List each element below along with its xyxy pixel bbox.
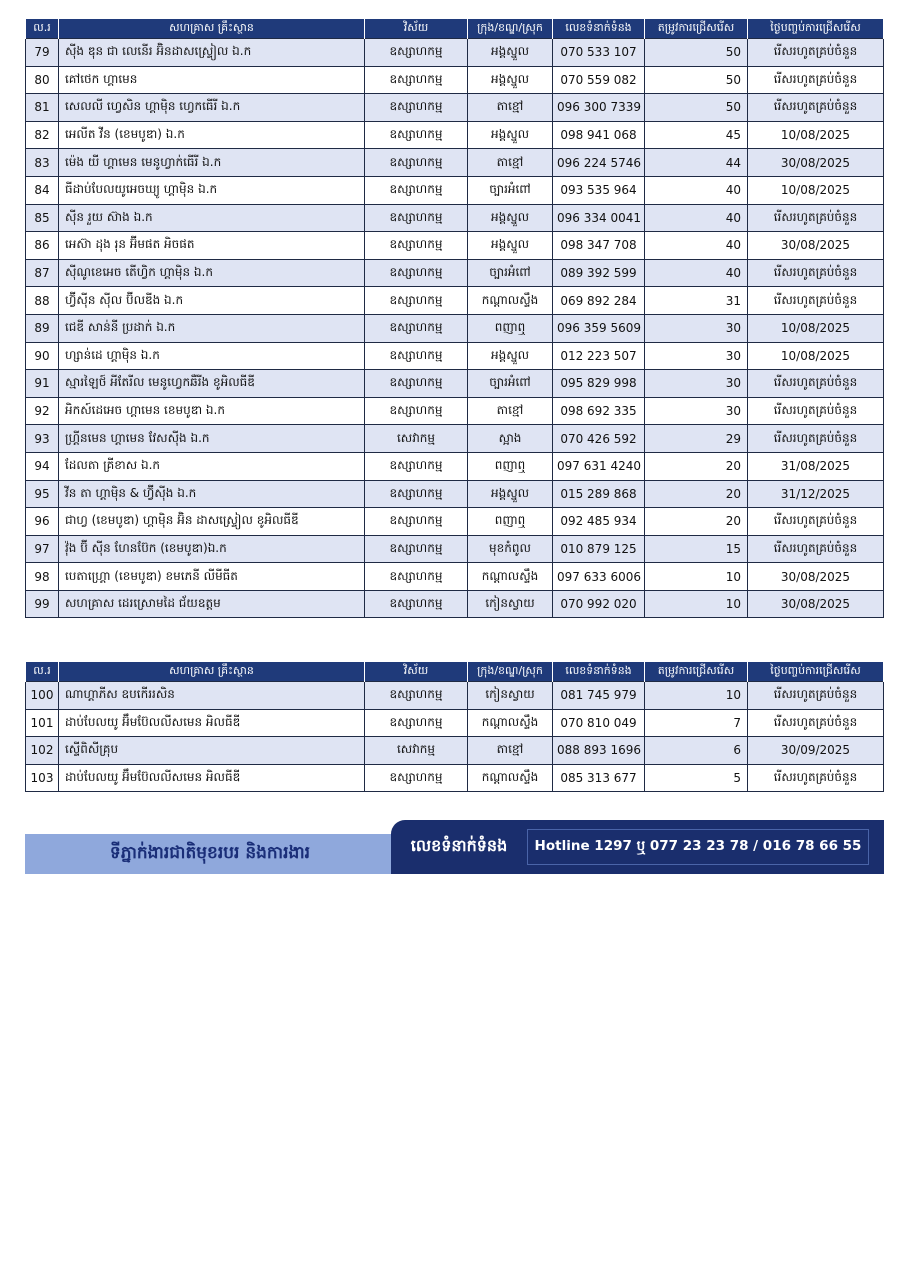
row-number: 96: [26, 508, 59, 536]
table-row: [26, 737, 884, 765]
company-name: គៅថេក ហ្គាមេន: [59, 66, 365, 94]
deadline: រើសរហូតគ្រប់ចំនួន: [748, 535, 884, 563]
company-name: បេតាហ្គ្រោ (ខេមបូឌា) ខមភេនី លីមីធីត: [59, 563, 365, 591]
table-row: [26, 425, 884, 453]
positions-needed: 30: [645, 397, 748, 425]
deadline: រើសរហូតគ្រប់ចំនួន: [748, 94, 884, 122]
positions-needed: 7: [645, 709, 748, 737]
sector: សេវាកម្ម: [365, 425, 468, 453]
table-row: [26, 287, 884, 315]
location: ច្បារអំពៅ: [468, 259, 553, 287]
company-name: វ៉ុង ប៊ី ស៊ីន ហែនប៊ែក (ខេមបូឌា)ឯ.ក: [59, 535, 365, 563]
sector: ឧស្សាហកម្ម: [365, 66, 468, 94]
row-number: 99: [26, 590, 59, 618]
location: អង្គស្នួល: [468, 232, 553, 260]
phone-number: 070 533 107: [553, 39, 645, 67]
sector: ឧស្សាហកម្ម: [365, 709, 468, 737]
phone-number: 089 392 599: [553, 259, 645, 287]
deadline: 31/12/2025: [748, 480, 884, 508]
deadline: 10/08/2025: [748, 314, 884, 342]
positions-needed: 10: [645, 682, 748, 710]
phone-number: 096 300 7339: [553, 94, 645, 122]
deadline: រើសរហូតគ្រប់ចំនួន: [748, 709, 884, 737]
contact-banner: [391, 820, 884, 874]
table-row: [26, 535, 884, 563]
deadline: រើសរហូតគ្រប់ចំនួន: [748, 39, 884, 67]
location: តាខ្មៅ: [468, 737, 553, 765]
positions-needed: 15: [645, 535, 748, 563]
sector: ឧស្សាហកម្ម: [365, 204, 468, 232]
location: កៀនស្វាយ: [468, 590, 553, 618]
company-name: ស្ទើពិសីគ្រុប: [59, 737, 365, 765]
positions-needed: 30: [645, 314, 748, 342]
table-row: [26, 176, 884, 204]
phone-number: 098 692 335: [553, 397, 645, 425]
row-number: 83: [26, 149, 59, 177]
location: ច្បារអំពៅ: [468, 176, 553, 204]
table-row: [26, 370, 884, 398]
sector: ឧស្សាហកម្ម: [365, 480, 468, 508]
location: តាខ្មៅ: [468, 94, 553, 122]
company-name: អេលីត វីន (ខេមបូឌា) ឯ.ក: [59, 121, 365, 149]
header-company: សហគ្រាស គ្រឹះស្ថាន: [59, 662, 365, 682]
positions-needed: 40: [645, 176, 748, 204]
table-header-row: [26, 19, 884, 39]
header-sector: វិស័យ: [365, 662, 468, 682]
row-number: 102: [26, 737, 59, 765]
phone-number: 095 829 998: [553, 370, 645, 398]
phone-number: 085 313 677: [553, 764, 645, 792]
row-number: 97: [26, 535, 59, 563]
header-location: ក្រុង/ខណ្ឌ/ស្រុក: [468, 662, 553, 682]
row-number: 84: [26, 176, 59, 204]
phone-number: 092 485 934: [553, 508, 645, 536]
deadline: 10/08/2025: [748, 342, 884, 370]
row-number: 92: [26, 397, 59, 425]
sector: ឧស្សាហកម្ម: [365, 682, 468, 710]
company-name: ជេឌី សាន់នី ប្រដាក់ ឯ.ក: [59, 314, 365, 342]
location: អង្គស្នួល: [468, 342, 553, 370]
phone-number: 012 223 507: [553, 342, 645, 370]
positions-needed: 20: [645, 508, 748, 536]
phone-number: 096 334 0041: [553, 204, 645, 232]
agency-banner: [25, 834, 395, 874]
deadline: រើសរហូតគ្រប់ចំនួន: [748, 682, 884, 710]
location: តាខ្មៅ: [468, 397, 553, 425]
deadline: រើសរហូតគ្រប់ចំនួន: [748, 425, 884, 453]
header-company: សហគ្រាស គ្រឹះស្ថាន: [59, 19, 365, 39]
table-row: [26, 397, 884, 425]
company-name: ដាប់បែលយូ អ៊ឹមប៊ែលលីសមេន អិលធីឌី: [59, 709, 365, 737]
positions-needed: 50: [645, 39, 748, 67]
table-row: [26, 149, 884, 177]
header-positions: តម្រូវការជ្រើសរើស: [645, 662, 748, 682]
sector: ឧស្សាហកម្ម: [365, 259, 468, 287]
sector: ឧស្សាហកម្ម: [365, 452, 468, 480]
row-number: 81: [26, 94, 59, 122]
phone-number: 069 892 284: [553, 287, 645, 315]
table-row: [26, 764, 884, 792]
phone-number: 010 879 125: [553, 535, 645, 563]
deadline: 30/08/2025: [748, 149, 884, 177]
phone-number: 070 810 049: [553, 709, 645, 737]
deadline: 10/08/2025: [748, 121, 884, 149]
phone-number: 093 535 964: [553, 176, 645, 204]
deadline: 30/09/2025: [748, 737, 884, 765]
contact-label: លេខទំនាក់ទំនង: [410, 836, 508, 855]
sector: ឧស្សាហកម្ម: [365, 94, 468, 122]
company-name: ដែលតា គ្រីខាស ឯ.ក: [59, 452, 365, 480]
phone-number: 098 941 068: [553, 121, 645, 149]
deadline: 30/08/2025: [748, 232, 884, 260]
location: ពញាឮ: [468, 508, 553, 536]
table-row: [26, 563, 884, 591]
location: ស្អាង: [468, 425, 553, 453]
deadline: រើសរហូតគ្រប់ចំនួន: [748, 370, 884, 398]
phone-number: 096 359 5609: [553, 314, 645, 342]
header-no: ល.រ: [26, 19, 59, 39]
header-positions: តម្រូវការជ្រើសរើស: [645, 19, 748, 39]
sector: ឧស្សាហកម្ម: [365, 232, 468, 260]
row-number: 87: [26, 259, 59, 287]
company-name: ហ្សាន់ដេ ហ្គាម៉ិន ឯ.ក: [59, 342, 365, 370]
table-row: [26, 94, 884, 122]
location: អង្គស្នួល: [468, 66, 553, 94]
positions-needed: 31: [645, 287, 748, 315]
phone-number: 070 559 082: [553, 66, 645, 94]
row-number: 95: [26, 480, 59, 508]
row-number: 82: [26, 121, 59, 149]
positions-needed: 40: [645, 204, 748, 232]
row-number: 103: [26, 764, 59, 792]
company-name: ហ្គ្រីនមេន ហ្គាមេន វែសស៊ីង ឯ.ក: [59, 425, 365, 453]
location: ច្បារអំពៅ: [468, 370, 553, 398]
sector: ឧស្សាហកម្ម: [365, 342, 468, 370]
location: អង្គស្នួល: [468, 480, 553, 508]
sector: សេវាកម្ម: [365, 737, 468, 765]
table-row: [26, 508, 884, 536]
company-name: ណាហ្គាភីស ឧបកើររសិន: [59, 682, 365, 710]
sector: ឧស្សាហកម្ម: [365, 149, 468, 177]
deadline: 30/08/2025: [748, 563, 884, 591]
location: មុខកំពូល: [468, 535, 553, 563]
company-name: ស៊ីន រួយ ស៊ាង ឯ.ក: [59, 204, 365, 232]
table-row: [26, 121, 884, 149]
row-number: 94: [26, 452, 59, 480]
row-number: 98: [26, 563, 59, 591]
row-number: 100: [26, 682, 59, 710]
sector: ឧស្សាហកម្ម: [365, 764, 468, 792]
row-number: 91: [26, 370, 59, 398]
company-name: ស៊ីង ឌុន ជា លេនើរ អ៊ិនដាសស្ទ្រៀល ឯ.ក: [59, 39, 365, 67]
table-row: [26, 66, 884, 94]
location: តាខ្មៅ: [468, 149, 553, 177]
sector: ឧស្សាហកម្ម: [365, 176, 468, 204]
header-phone: លេខទំនាក់ទំនង: [553, 662, 645, 682]
company-name: ធីដាប់បែលយូអេចឃ្យូ ហ្គាម៉ិន ឯ.ក: [59, 176, 365, 204]
sector: ឧស្សាហកម្ម: [365, 39, 468, 67]
header-deadline: ថ្ងៃបញ្ចប់ការជ្រើសរើស: [748, 19, 884, 39]
phone-number: 097 631 4240: [553, 452, 645, 480]
table-row: [26, 342, 884, 370]
header-no: ល.រ: [26, 662, 59, 682]
company-name: ស្មារឡៃថ៍ អីតែរីល មេនូហ្វេកឆឺរីង ខូអិលធីឌី: [59, 370, 365, 398]
hotline-box: [527, 829, 869, 865]
deadline: 10/08/2025: [748, 176, 884, 204]
phone-number: 070 992 020: [553, 590, 645, 618]
sector: ឧស្សាហកម្ម: [365, 563, 468, 591]
row-number: 93: [26, 425, 59, 453]
row-number: 88: [26, 287, 59, 315]
positions-needed: 20: [645, 480, 748, 508]
table-row: [26, 204, 884, 232]
row-number: 80: [26, 66, 59, 94]
positions-needed: 40: [645, 232, 748, 260]
header-location: ក្រុង/ខណ្ឌ/ស្រុក: [468, 19, 553, 39]
row-number: 90: [26, 342, 59, 370]
deadline: 30/08/2025: [748, 590, 884, 618]
row-number: 89: [26, 314, 59, 342]
jobs-table-1: [25, 19, 884, 618]
header-deadline: ថ្ងៃបញ្ចប់ការជ្រើសរើស: [748, 662, 884, 682]
table-row: [26, 314, 884, 342]
positions-needed: 5: [645, 764, 748, 792]
positions-needed: 50: [645, 66, 748, 94]
table-row: [26, 709, 884, 737]
sector: ឧស្សាហកម្ម: [365, 508, 468, 536]
phone-number: 081 745 979: [553, 682, 645, 710]
table-row: [26, 259, 884, 287]
company-name: អិកស៍ដេអេច ហ្គាមេន ខេមបូឌា ឯ.ក: [59, 397, 365, 425]
sector: ឧស្សាហកម្ម: [365, 370, 468, 398]
table-row: [26, 232, 884, 260]
location: អង្គស្នួល: [468, 121, 553, 149]
deadline: រើសរហូតគ្រប់ចំនួន: [748, 764, 884, 792]
positions-needed: 30: [645, 342, 748, 370]
deadline: រើសរហូតគ្រប់ចំនួន: [748, 508, 884, 536]
company-name: សេលលី ហ្វេសិន ហ្គាម៉ិន ហ្វេកធើរី ឯ.ក: [59, 94, 365, 122]
location: កៀនស្វាយ: [468, 682, 553, 710]
agency-name: ទីភ្នាក់ងារជាតិមុខរបរ និងការងារ: [109, 842, 311, 863]
positions-needed: 50: [645, 94, 748, 122]
company-name: អេស៊ា ដុង រុន អ៊ីមផត អិចផត: [59, 232, 365, 260]
company-name: ហ្វ៊ីស៊ីន ស៊ីល ប៊ីលឌីង ឯ.ក: [59, 287, 365, 315]
sector: ឧស្សាហកម្ម: [365, 121, 468, 149]
positions-needed: 6: [645, 737, 748, 765]
deadline: រើសរហូតគ្រប់ចំនួន: [748, 66, 884, 94]
sector: ឧស្សាហកម្ម: [365, 535, 468, 563]
location: ពញាឮ: [468, 314, 553, 342]
location: កណ្ដាលស្ទឹង: [468, 563, 553, 591]
deadline: រើសរហូតគ្រប់ចំនួន: [748, 204, 884, 232]
table-row: [26, 452, 884, 480]
table-row: [26, 480, 884, 508]
company-name: ស៊ីណូខេអេច តើហ្វិក ហ្គាម៉ិន ឯ.ក: [59, 259, 365, 287]
company-name: ជាហ្វ (ខេមបូឌា) ហ្គាម៉ិន អ៊ិន ដាសស្ទ្រៀល ខូអិលធីឌី: [59, 508, 365, 536]
row-number: 86: [26, 232, 59, 260]
phone-number: 015 289 868: [553, 480, 645, 508]
phone-number: 088 893 1696: [553, 737, 645, 765]
sector: ឧស្សាហកម្ម: [365, 287, 468, 315]
phone-number: 098 347 708: [553, 232, 645, 260]
location: អង្គស្នួល: [468, 39, 553, 67]
location: កណ្ដាលស្ទឹង: [468, 764, 553, 792]
positions-needed: 45: [645, 121, 748, 149]
row-number: 85: [26, 204, 59, 232]
positions-needed: 10: [645, 590, 748, 618]
company-name: ម៉េង យី ហ្គាមេន មេនូហ្វាក់ធើរី ឯ.ក: [59, 149, 365, 177]
deadline: 31/08/2025: [748, 452, 884, 480]
company-name: វីន តា ហ្គាម៉ិន & ហ្វ៊ីស៊ីង ឯ.ក: [59, 480, 365, 508]
row-number: 101: [26, 709, 59, 737]
location: អង្គស្នួល: [468, 204, 553, 232]
table-row: [26, 682, 884, 710]
header-sector: វិស័យ: [365, 19, 468, 39]
company-name: ដាប់បែលយូ អ៊ឹមប៊ែលលីសមេន អិលធីឌី: [59, 764, 365, 792]
deadline: រើសរហូតគ្រប់ចំនួន: [748, 397, 884, 425]
location: ពញាឮ: [468, 452, 553, 480]
positions-needed: 30: [645, 370, 748, 398]
sector: ឧស្សាហកម្ម: [365, 314, 468, 342]
phone-number: 070 426 592: [553, 425, 645, 453]
location: កណ្ដាលស្ទឹង: [468, 287, 553, 315]
sector: ឧស្សាហកម្ម: [365, 590, 468, 618]
deadline: រើសរហូតគ្រប់ចំនួន: [748, 259, 884, 287]
table-row: [26, 590, 884, 618]
company-name: សហគ្រាស ដេរស្រោមដៃ ជ័យឧត្តម: [59, 590, 365, 618]
location: កណ្ដាលស្ទឹង: [468, 709, 553, 737]
header-phone: លេខទំនាក់ទំនង: [553, 19, 645, 39]
positions-needed: 10: [645, 563, 748, 591]
positions-needed: 29: [645, 425, 748, 453]
phone-number: 097 633 6006: [553, 563, 645, 591]
deadline: រើសរហូតគ្រប់ចំនួន: [748, 287, 884, 315]
positions-needed: 44: [645, 149, 748, 177]
jobs-table-2: [25, 662, 884, 792]
positions-needed: 40: [645, 259, 748, 287]
row-number: 79: [26, 39, 59, 67]
table-row: [26, 39, 884, 67]
sector: ឧស្សាហកម្ម: [365, 397, 468, 425]
phone-number: 096 224 5746: [553, 149, 645, 177]
positions-needed: 20: [645, 452, 748, 480]
table-header-row: [26, 662, 884, 682]
hotline-text: Hotline 1297 ឬ 077 23 23 78 / 016 78 66 55: [534, 838, 862, 854]
